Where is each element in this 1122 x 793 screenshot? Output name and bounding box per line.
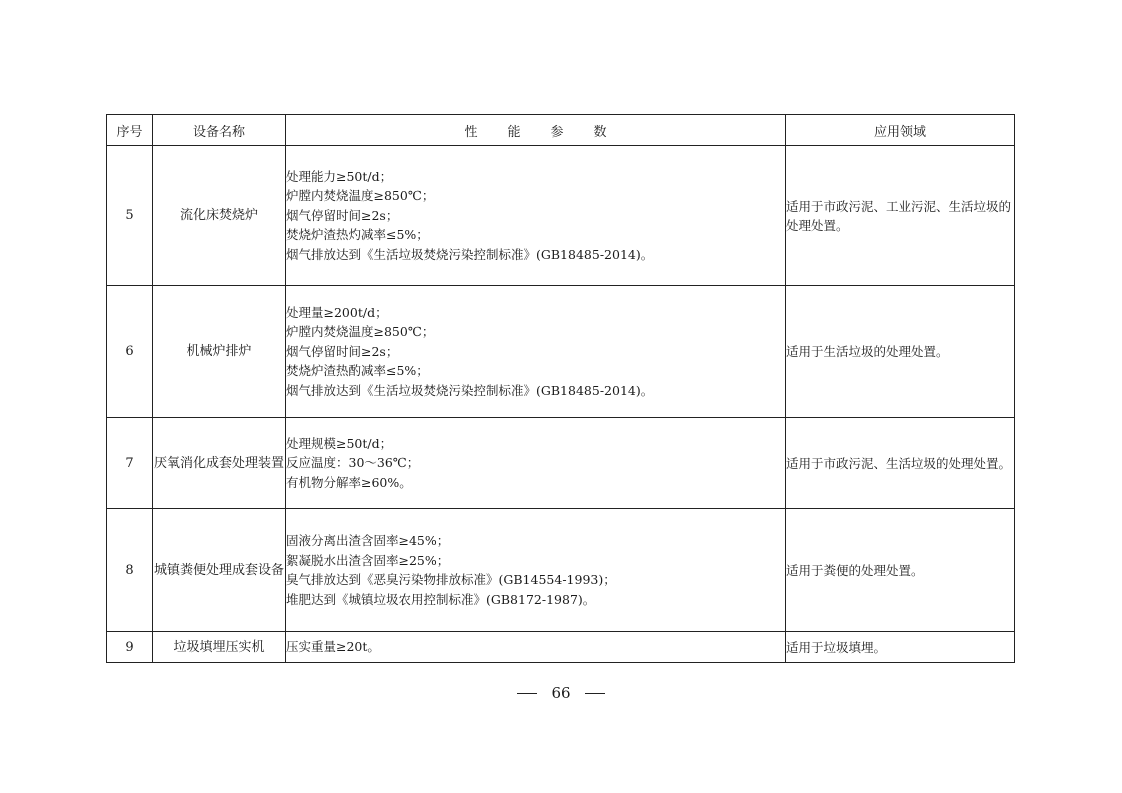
page-number: 66 bbox=[551, 684, 571, 702]
row-index: 7 bbox=[107, 418, 153, 509]
param-line: 烟气停留时间≥2s； bbox=[286, 207, 399, 223]
row-scope: 适用于生活垃圾的处理处置。 bbox=[786, 286, 1015, 418]
table-row bbox=[107, 509, 1015, 632]
param-line: 炉膛内焚烧温度≥850℃； bbox=[286, 324, 435, 340]
param-line: 焚烧炉渣热酌减率≤5%； bbox=[286, 363, 429, 379]
param-line: 处理量≥200t/d； bbox=[286, 304, 388, 320]
row-equipment-name: 城镇粪便处理成套设备 bbox=[153, 509, 286, 632]
header-params bbox=[286, 115, 786, 146]
row-params bbox=[286, 286, 786, 418]
row-params bbox=[286, 146, 786, 286]
row-index: 6 bbox=[107, 286, 153, 418]
table-row bbox=[107, 632, 1015, 663]
row-scope: 适用于粪便的处理处置。 bbox=[786, 509, 1015, 632]
param-line: 臭气排放达到《恶臭污染物排放标准》(GB14554-1993)； bbox=[286, 572, 616, 587]
param-line: 固液分离出渣含固率≥45%； bbox=[286, 533, 450, 548]
row-equipment-name: 厌氧消化成套处理装置 bbox=[153, 418, 286, 509]
param-line: 炉膛内焚烧温度≥850℃； bbox=[286, 188, 435, 204]
table-row bbox=[107, 146, 1015, 286]
param-line: 反应温度：30～36℃； bbox=[286, 455, 420, 471]
param-line: 烟气停留时间≥2s； bbox=[286, 343, 399, 359]
equipment-table bbox=[106, 114, 1015, 663]
page-footer bbox=[0, 684, 1122, 702]
param-line: 絮凝脱水出渣含固率≥25%； bbox=[286, 552, 450, 568]
param-line: 处理能力≥50t/d； bbox=[286, 168, 393, 184]
param-line: 堆肥达到《城镇垃圾农用控制标准》(GB8172-1987)。 bbox=[286, 591, 596, 607]
param-line: 烟气排放达到《生活垃圾焚烧污染控制标准》(GB18485-2014)。 bbox=[286, 246, 654, 262]
row-equipment-name: 流化床焚烧炉 bbox=[153, 146, 286, 286]
row-params bbox=[286, 509, 786, 632]
row-scope: 适用于垃圾填埋。 bbox=[786, 632, 1015, 663]
param-line: 烟气排放达到《生活垃圾焚烧污染控制标准》(GB18485-2014)。 bbox=[286, 382, 654, 398]
row-scope: 适用于市政污泥、工业污泥、生活垃圾的处理处置。 bbox=[786, 146, 1015, 286]
header-scope: 应用领域 bbox=[786, 115, 1015, 146]
param-line: 有机物分解率≥60%。 bbox=[286, 474, 412, 490]
header-row bbox=[107, 115, 1015, 146]
row-scope: 适用于市政污泥、生活垃圾的处理处置。 bbox=[786, 418, 1015, 509]
header-index: 序号 bbox=[107, 115, 153, 146]
table-row bbox=[107, 286, 1015, 418]
table-row bbox=[107, 418, 1015, 509]
row-index: 8 bbox=[107, 509, 153, 632]
header-params-label: 性能参数 bbox=[464, 124, 637, 140]
row-params bbox=[286, 418, 786, 509]
row-equipment-name: 垃圾填埋压实机 bbox=[153, 632, 286, 663]
param-line: 处理规模≥50t/d； bbox=[286, 435, 393, 451]
row-equipment-name: 机械炉排炉 bbox=[153, 286, 286, 418]
page-dash-right bbox=[585, 693, 605, 694]
param-line: 压实重量≥20t。 bbox=[286, 639, 380, 655]
param-line: 焚烧炉渣热灼减率≤5%； bbox=[286, 227, 429, 243]
row-index: 9 bbox=[107, 632, 153, 663]
page-dash-left bbox=[517, 693, 537, 694]
row-params bbox=[286, 632, 786, 663]
row-index: 5 bbox=[107, 146, 153, 286]
header-name: 设备名称 bbox=[153, 115, 286, 146]
